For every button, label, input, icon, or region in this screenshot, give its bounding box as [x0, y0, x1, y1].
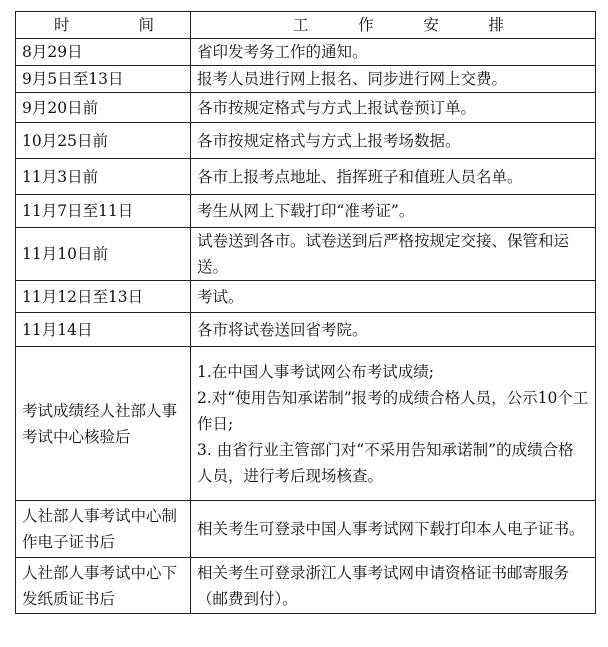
- table-row: [16, 347, 596, 501]
- time-cell: 10月25日前: [16, 123, 191, 159]
- table-row: [16, 228, 596, 281]
- work-header: 工 作 安 排: [191, 12, 596, 39]
- time-cell: 8月29日: [16, 39, 191, 66]
- time-cell: 11月14日: [16, 313, 191, 347]
- time-header: 时 间: [16, 12, 191, 39]
- work-cell: 各市按规定格式与方式上报考场数据。: [191, 123, 596, 159]
- table-row: [16, 281, 596, 313]
- work-cell: 各市将试卷送回省考院。: [191, 313, 596, 347]
- work-cell: 相关考生可登录中国人事考试网下载打印本人电子证书。: [191, 501, 596, 558]
- work-cell: 报考人员进行网上报名、同步进行网上交费。: [191, 66, 596, 93]
- table-row: [16, 39, 596, 66]
- work-cell: 考生从网上下载打印“准考证”。: [191, 195, 596, 228]
- table-row: [16, 558, 596, 614]
- time-cell: 9月20日前: [16, 93, 191, 123]
- time-cell: 考试成绩经人社部人事考试中心核验后: [16, 347, 191, 501]
- table-row: [16, 195, 596, 228]
- time-cell: 11月10日前: [16, 228, 191, 281]
- time-cell: 11月7日至11日: [16, 195, 191, 228]
- schedule-table: [15, 11, 596, 614]
- table-row: [16, 123, 596, 159]
- work-cell: 1.在中国人事考试网公布考试成绩; 2.对“使用告知承诺制”报考的成绩合格人员，公示10个工作日; 3. 由省行业主管部门对“不采用告知承诺制”的成绩合格人员，进行考后现场核查。: [191, 347, 596, 501]
- table-row: [16, 313, 596, 347]
- work-cell: 省印发考务工作的通知。: [191, 39, 596, 66]
- work-cell: 试卷送到各市。试卷送到后严格按规定交接、保管和运送。: [191, 228, 596, 281]
- time-cell: 11月3日前: [16, 159, 191, 195]
- time-cell: 11月12日至13日: [16, 281, 191, 313]
- table-row: [16, 66, 596, 93]
- header-row: [16, 12, 596, 39]
- work-cell: 各市按规定格式与方式上报试卷预订单。: [191, 93, 596, 123]
- table-row: [16, 501, 596, 558]
- work-cell: 相关考生可登录浙江人事考试网申请资格证书邮寄服务（邮费到付）。: [191, 558, 596, 614]
- work-cell: 考试。: [191, 281, 596, 313]
- time-cell: 人社部人事考试中心制作电子证书后: [16, 501, 191, 558]
- table-row: [16, 93, 596, 123]
- time-cell: 9月5日至13日: [16, 66, 191, 93]
- table-row: [16, 159, 596, 195]
- time-cell: 人社部人事考试中心下发纸质证书后: [16, 558, 191, 614]
- work-cell: 各市上报考点地址、指挥班子和值班人员名单。: [191, 159, 596, 195]
